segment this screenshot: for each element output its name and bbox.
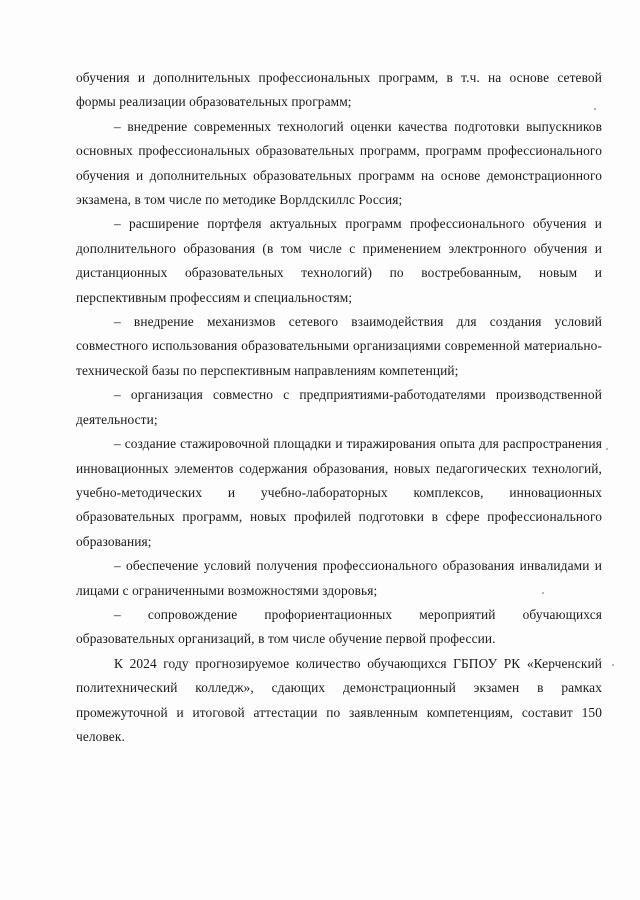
scan-speck bbox=[606, 448, 608, 450]
paragraph-forecast-2024: К 2024 году прогнозируемое количество обучающихся ГБПОУ РК «Керченский политехнический колледж», сдающих демонстрационный экзамен в рамках промежуточной и итоговой аттестации по заявленным компетенциям, составит 150 человек. bbox=[76, 655, 602, 744]
bullet-assessment-technologies: – внедрение современных технологий оценки качества подготовки выпускников основных профессиональных образовательных программ, программ профессионального обучения и дополнительных образовательных программ на основе демонстрационного экзамена, в том числе по методике Ворлдскиллс Россия; bbox=[76, 118, 602, 208]
bullet-inclusive-education: – обеспечение условий получения профессионального образования инвалидами и лицами с ограниченными возможностями здоровья; bbox=[76, 558, 602, 598]
bullet-program-portfolio: – расширение портфеля актуальных программ профессионального обучения и дополнительного образования (в том числе с применением электронного обучения и дистанционных образовательных технологий) по востребованным, новым и перспективным профессиям и специальностям; bbox=[76, 216, 602, 305]
bullet-career-guidance: – сопровождение профориентационных мероприятий обучающихся образовательных организаций, в том числе обучение первой профессии. bbox=[76, 606, 602, 647]
bullet-employer-cooperation: – организация совместно с предприятиями-работодателями производственной деятельности; bbox=[76, 387, 602, 427]
scan-speck bbox=[542, 592, 544, 594]
paragraph-continuation: обучения и дополнительных профессиональных программ, в т.ч. на основе сетевой формы реализации образовательных программ; bbox=[76, 70, 602, 110]
bullet-network-interaction: – внедрение механизмов сетевого взаимодействия для создания условий совместного использования образовательными организациями современной материально-технической базы по перспективным направлениям компетенций; bbox=[76, 314, 602, 378]
bullet-internship-platform: – создание стажировочной площадки и тиражирования опыта для распространения инновационных элементов содержания образования, новых педагогических технологий, учебно-методических и учебно-лабораторных комплексов, инновационных образовательных программ, новых профилей подготовки в сфере профессионального образования; bbox=[76, 436, 602, 549]
scan-speck bbox=[594, 108, 596, 110]
scan-speck bbox=[612, 664, 614, 666]
